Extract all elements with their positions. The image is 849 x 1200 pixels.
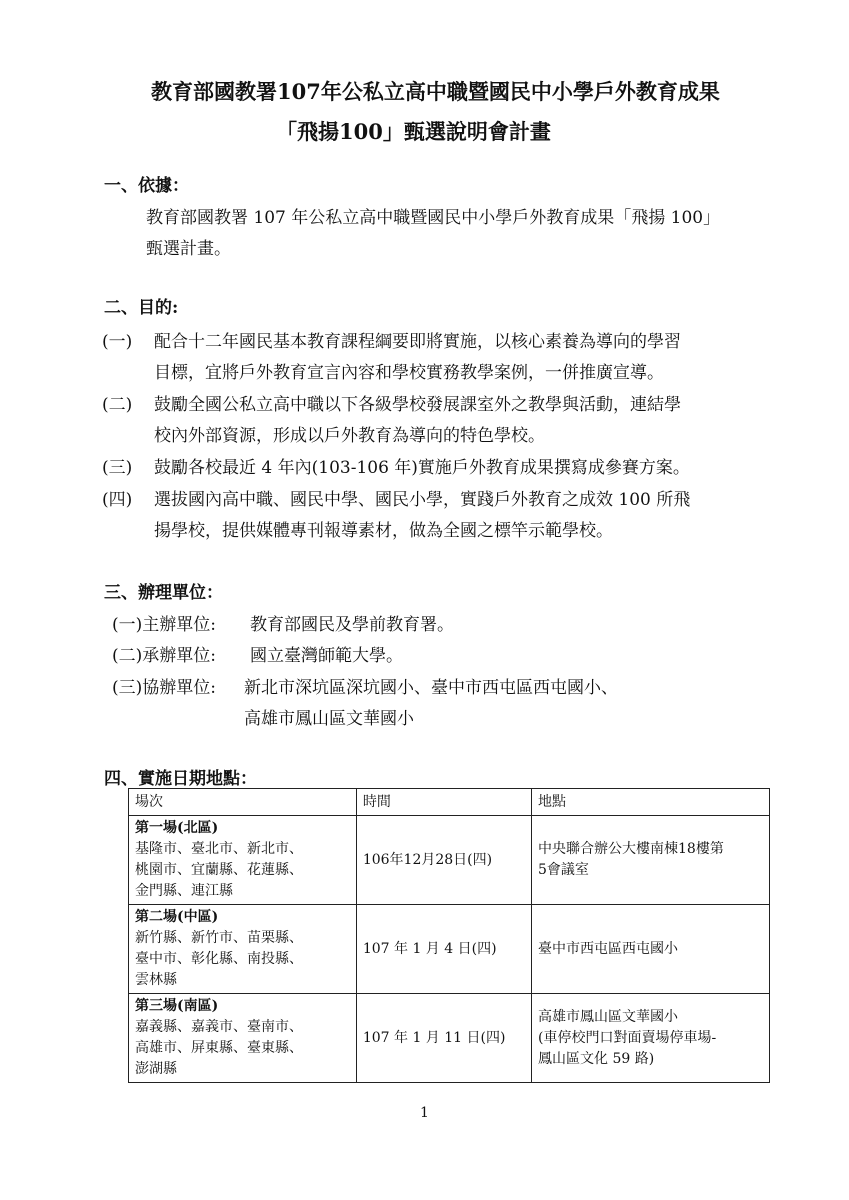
- session-name: 第三場(南區): [135, 998, 219, 1014]
- place-line: 臺中市西屯區西屯國小: [538, 940, 678, 957]
- section-purpose-heading: 二、目的:: [104, 298, 179, 318]
- section-basis-heading: 一、依據：: [104, 176, 189, 196]
- time-cell: 107 年 1 月 11 日(四): [356, 994, 531, 1083]
- column-header-place: 地點: [532, 789, 770, 816]
- purpose-item-2-line2: 校內外部資源，形成以戶外教育為導向的特色學校。: [154, 426, 545, 446]
- section-schedule-heading: 四、實施日期地點：: [104, 769, 257, 789]
- cities-line: 新竹縣、新竹市、苗栗縣、: [135, 930, 303, 946]
- schedule-table: [128, 788, 770, 1083]
- page-number: 1: [420, 1105, 429, 1121]
- session-cell: [129, 994, 357, 1083]
- time-cell: 107 年 1 月 4 日(四): [356, 905, 531, 994]
- time-cell: 106年12月28日(四): [356, 816, 531, 905]
- units-item-2-label: (二)承辦單位:: [112, 646, 216, 666]
- place-line: 鳳山區文化 59 路): [538, 1050, 655, 1067]
- purpose-item-2-line1: 鼓勵全國公私立高中職以下各級學校發展課室外之教學與活動，連結學: [154, 395, 681, 415]
- session-name: 第二場(中區): [135, 909, 219, 925]
- table-row: [129, 994, 770, 1083]
- purpose-item-1-line1: 配合十二年國民基本教育課程綱要即將實施，以核心素養為導向的學習: [154, 332, 681, 352]
- purpose-item-4-num: (四): [102, 490, 133, 510]
- cities-line: 嘉義縣、嘉義市、臺南市、: [135, 1019, 303, 1035]
- purpose-item-2-num: (二): [102, 395, 133, 415]
- cities-line: 桃園市、宜蘭縣、花蓮縣、: [135, 862, 303, 878]
- place-line: 高雄市鳳山區文華國小: [538, 1008, 678, 1025]
- cities-line: 澎湖縣: [135, 1061, 177, 1077]
- units-item-3-value: 新北市深坑區深坑國小、臺中市西屯區西屯國小、: [244, 678, 618, 698]
- purpose-item-4-line1: 選拔國內高中職、國民中學、國民小學，實踐戶外教育之成效 100 所飛: [154, 490, 691, 510]
- purpose-item-1-num: (一): [102, 332, 133, 352]
- basis-text-line2: 甄選計畫。: [146, 239, 231, 259]
- schedule-header-row: [129, 789, 770, 816]
- purpose-item-3-line1: 鼓勵各校最近 4 年內(103-106 年)實施戶外教育成果撰寫成參賽方案。: [154, 458, 690, 478]
- cities-line: 臺中市、彰化縣、南投縣、: [135, 951, 303, 967]
- basis-text-line1: 教育部國教署 107 年公私立高中職暨國民中小學戶外教育成果「飛揚 100」: [146, 208, 721, 228]
- place-cell: [532, 816, 770, 905]
- units-item-3-value2: 高雄市鳳山區文華國小: [244, 709, 414, 729]
- session-cell: [129, 816, 357, 905]
- place-cell: [532, 905, 770, 994]
- units-item-1-value: 教育部國民及學前教育署。: [250, 615, 454, 635]
- cities-line: 高雄市、屏東縣、臺東縣、: [135, 1040, 303, 1056]
- column-header-session: 場次: [129, 789, 357, 816]
- document-title-line2: 「飛揚100」甄選說明會計畫: [276, 119, 551, 144]
- units-item-1-label: (一)主辦單位:: [112, 615, 216, 635]
- purpose-item-4-line2: 揚學校，提供媒體專刊報導素材，做為全國之標竿示範學校。: [154, 521, 613, 541]
- session-name: 第一場(北區): [135, 820, 219, 836]
- session-cell: [129, 905, 357, 994]
- document-title-line1: 教育部國教署107年公私立高中職暨國民中小學戶外教育成果: [151, 79, 720, 104]
- purpose-item-1-line2: 目標，宜將戶外教育宣言內容和學校實務教學案例，一併推廣宣導。: [154, 363, 664, 383]
- table-row: [129, 905, 770, 994]
- units-item-2-value: 國立臺灣師範大學。: [250, 646, 403, 666]
- cities-line: 雲林縣: [135, 972, 177, 988]
- place-line: 5會議室: [538, 862, 589, 878]
- table-row: [129, 816, 770, 905]
- purpose-item-3-num: (三): [102, 458, 133, 478]
- place-cell: [532, 994, 770, 1083]
- place-line: (車停校門口對面賣場停車場-: [538, 1029, 717, 1046]
- section-units-heading: 三、辦理單位：: [104, 583, 223, 603]
- cities-line: 基隆市、臺北市、新北市、: [135, 841, 303, 857]
- cities-line: 金門縣、連江縣: [135, 883, 233, 899]
- column-header-time: 時間: [356, 789, 531, 816]
- units-item-3-label: (三)協辦單位:: [112, 678, 216, 698]
- place-line: 中央聯合辦公大樓南棟18樓第: [538, 841, 724, 857]
